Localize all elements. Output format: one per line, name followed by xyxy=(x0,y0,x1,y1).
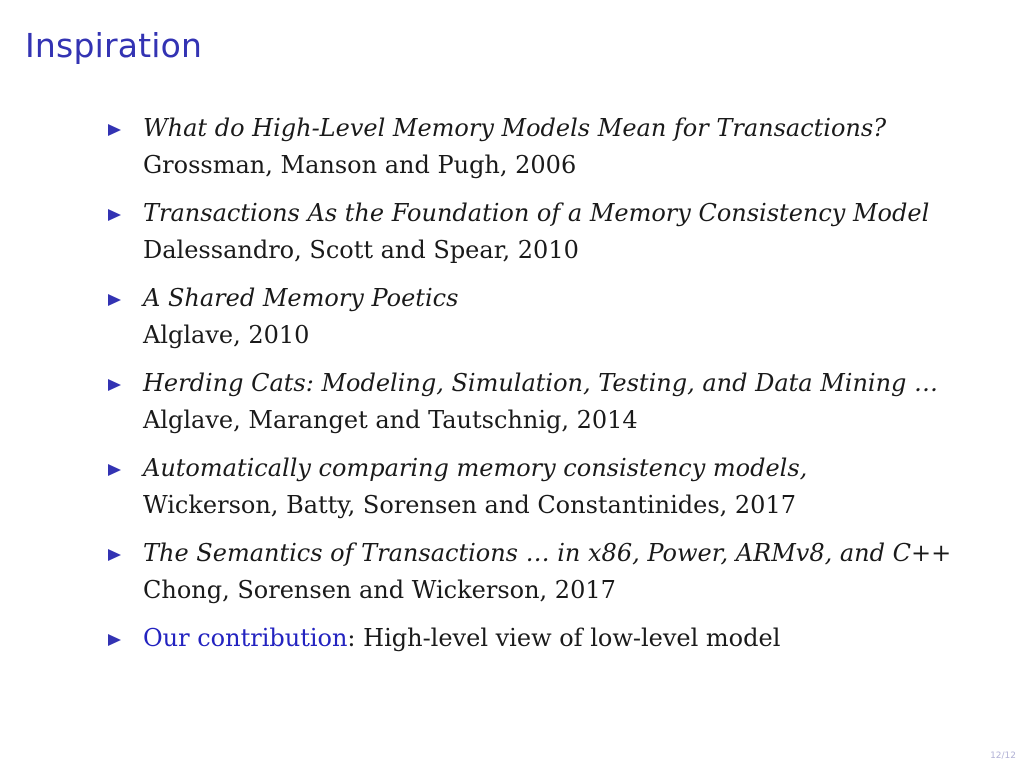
triangle-bullet-icon xyxy=(108,464,121,476)
reference-item xyxy=(0,535,1024,609)
reference-list xyxy=(0,110,1024,668)
reference-item xyxy=(0,110,1024,184)
reference-item xyxy=(0,450,1024,524)
triangle-bullet-icon xyxy=(108,209,121,221)
contribution-item xyxy=(0,620,1024,657)
triangle-bullet-icon xyxy=(108,124,121,136)
reference-authors: Chong, Sorensen and Wickerson, 2017 xyxy=(143,576,616,604)
reference-title: Herding Cats: Modeling, Simulation, Testing, and Data Mining … xyxy=(143,369,939,397)
triangle-bullet-icon xyxy=(108,379,121,391)
reference-title: Transactions As the Foundation of a Memory Consistency Model xyxy=(143,199,930,227)
triangle-bullet-icon xyxy=(108,549,121,561)
contribution-label: Our contribution xyxy=(143,624,348,652)
reference-title: What do High-Level Memory Models Mean for Transactions? xyxy=(143,114,887,142)
reference-authors: Grossman, Manson and Pugh, 2006 xyxy=(143,151,577,179)
page-number: 12/12 xyxy=(990,751,1016,761)
reference-authors: Dalessandro, Scott and Spear, 2010 xyxy=(143,236,579,264)
reference-authors: Alglave, 2010 xyxy=(143,321,310,349)
triangle-bullet-icon xyxy=(108,294,121,306)
reference-title: The Semantics of Transactions … in x86, Power, ARMv8, and C++ xyxy=(143,539,952,567)
reference-authors: Wickerson, Batty, Sorensen and Constantinides, 2017 xyxy=(143,491,796,519)
reference-item xyxy=(0,195,1024,269)
reference-authors: Alglave, Maranget and Tautschnig, 2014 xyxy=(143,406,638,434)
reference-title: A Shared Memory Poetics xyxy=(143,284,459,312)
slide-title: Inspiration xyxy=(25,26,203,65)
triangle-bullet-icon xyxy=(108,634,121,646)
contribution-line xyxy=(143,620,1024,657)
reference-item xyxy=(0,280,1024,354)
contribution-separator: : xyxy=(347,624,356,652)
contribution-text: High-level view of low-level model xyxy=(355,624,781,652)
reference-title: Automatically comparing memory consistency models, xyxy=(143,454,808,482)
reference-item xyxy=(0,365,1024,439)
